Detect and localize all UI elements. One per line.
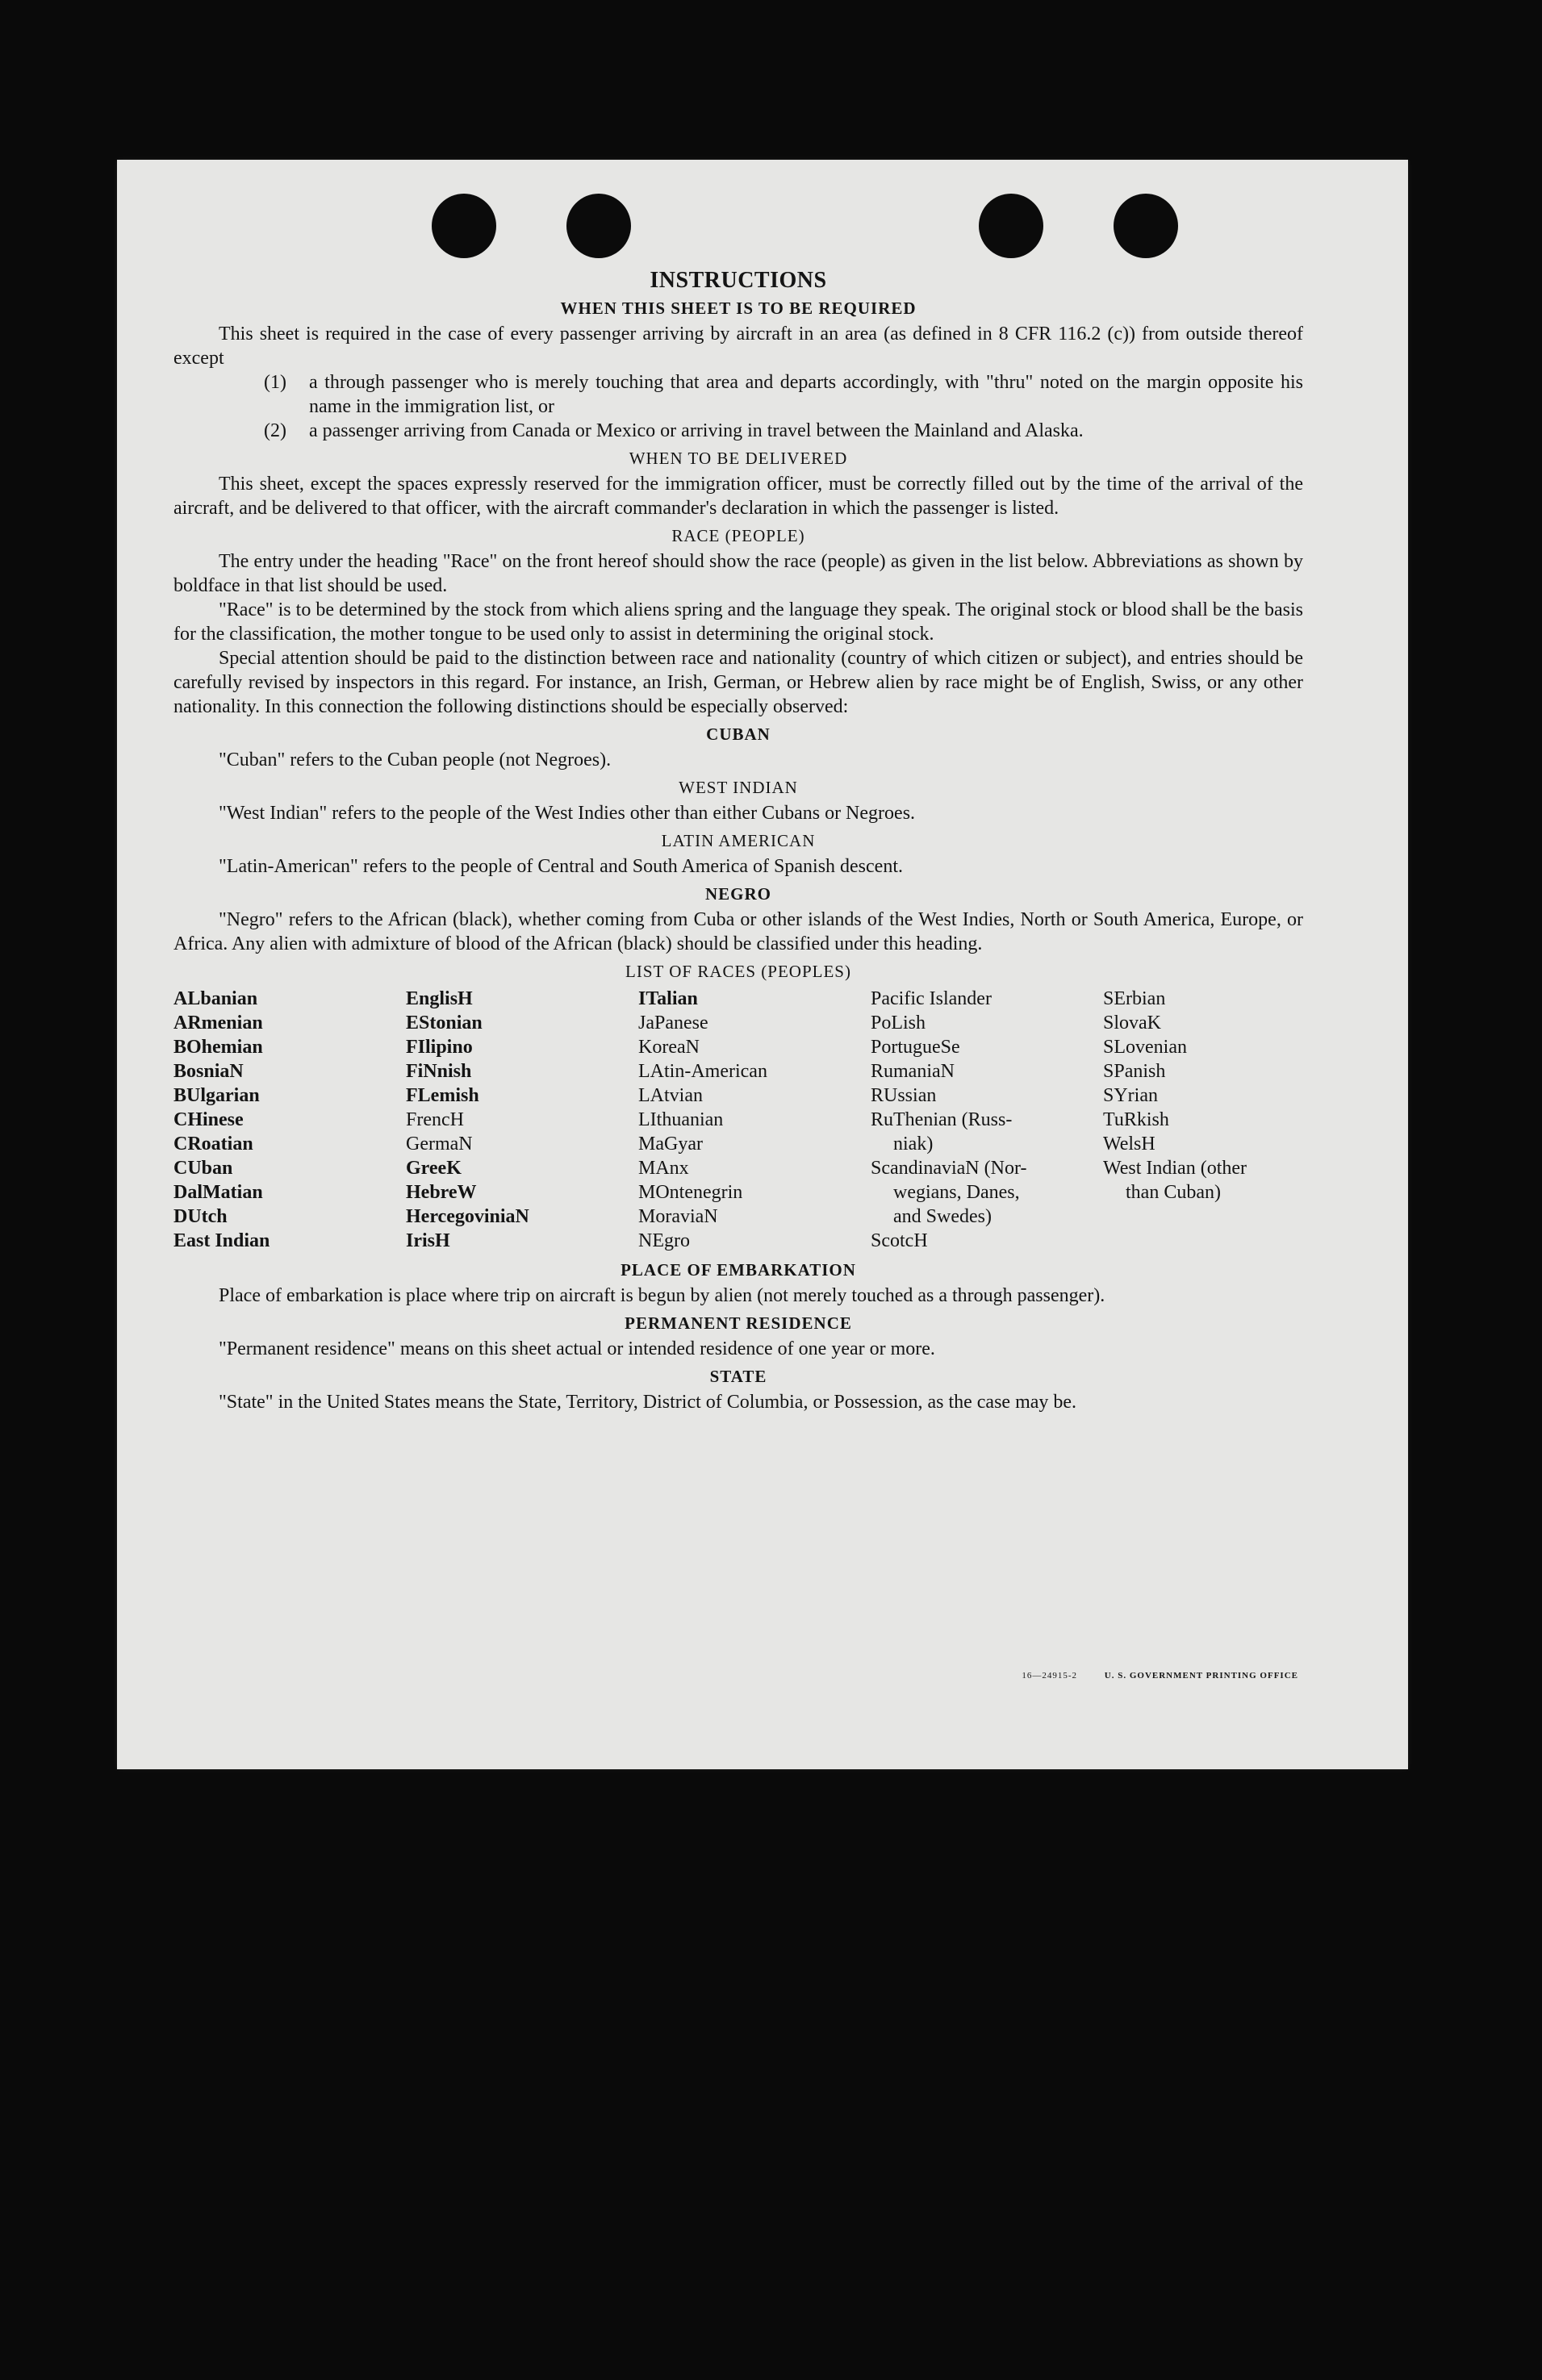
races-column-1 bbox=[173, 987, 406, 1253]
race-entry: BosniaN bbox=[173, 1061, 244, 1082]
race-entry: GreeK bbox=[406, 1158, 462, 1179]
cuban-text: "Cuban" refers to the Cuban people (not Negroes). bbox=[219, 749, 612, 770]
race-entry: TuRkish bbox=[1103, 1109, 1169, 1130]
item-number: (1) bbox=[264, 372, 286, 393]
race-paragraph-2: "Race" is to be determined by the stock from which aliens spring and the language they speak. The original stock or blood shall be the basis for the classification, the mother tongue to be used only to assist in determining the original stock. bbox=[173, 599, 1303, 645]
race-entry: ALbanian bbox=[173, 988, 258, 1009]
section-heading-west-indian: WEST INDIAN bbox=[679, 778, 798, 797]
race-entry: than Cuban) bbox=[1126, 1182, 1221, 1203]
race-entry: SPanish bbox=[1103, 1061, 1166, 1082]
race-entry: SYrian bbox=[1103, 1085, 1158, 1106]
item-number: (2) bbox=[264, 420, 286, 441]
races-column-2 bbox=[406, 987, 638, 1253]
race-entry: DUtch bbox=[173, 1206, 228, 1227]
punch-hole-2 bbox=[566, 194, 631, 258]
race-entry: FLemish bbox=[406, 1085, 479, 1106]
page-title: INSTRUCTIONS bbox=[650, 268, 827, 293]
section-heading-negro: NEGRO bbox=[704, 884, 771, 904]
race-entry: ARmenian bbox=[173, 1013, 263, 1033]
section-heading-race: RACE (PEOPLE) bbox=[671, 526, 805, 545]
instructions-content bbox=[173, 269, 1303, 1414]
race-entry: CUban bbox=[173, 1158, 233, 1179]
race-entry: RumaniaN bbox=[871, 1061, 955, 1082]
section-heading-embarkation: PLACE OF EMBARKATION bbox=[621, 1260, 856, 1280]
race-entry: WelsH bbox=[1103, 1134, 1155, 1155]
race-entry: ScotcH bbox=[871, 1230, 928, 1251]
races-column-3 bbox=[638, 987, 871, 1253]
races-column-5 bbox=[1103, 987, 1335, 1253]
delivered-text: This sheet, except the spaces expressly reserved for the immigration officer, must be correctly filled out by the time of the arrival of the aircraft, and be delivered to that officer, with the aircraft commander's declaration in which the passenger is listed. bbox=[173, 474, 1303, 519]
race-entry: RuThenian (Russ- bbox=[871, 1109, 1013, 1130]
race-entry: MaGyar bbox=[638, 1134, 703, 1155]
race-entry: EnglisH bbox=[406, 988, 473, 1009]
section-heading-delivered: WHEN TO BE DELIVERED bbox=[629, 449, 848, 468]
race-entry: PortugueSe bbox=[871, 1037, 960, 1058]
race-entry: HebreW bbox=[406, 1182, 477, 1203]
section-heading-state: STATE bbox=[709, 1367, 767, 1386]
section-heading-required: WHEN THIS SHEET IS TO BE REQUIRED bbox=[560, 299, 917, 318]
race-entry: CRoatian bbox=[173, 1134, 253, 1155]
race-entry: Pacific Islander bbox=[871, 988, 992, 1009]
section-heading-races-list: LIST OF RACES (PEOPLES) bbox=[625, 962, 851, 981]
section-heading-residence: PERMANENT RESIDENCE bbox=[625, 1313, 852, 1333]
punch-hole-4 bbox=[1114, 194, 1178, 258]
state-text: "State" in the United States means the State, Territory, District of Columbia, or Possession, as the case may be. bbox=[219, 1392, 1077, 1413]
list-item bbox=[264, 419, 1303, 443]
negro-text: "Negro" refers to the African (black), whether coming from Cuba or other islands of the West Indies, North or South America, Europe, or Africa. Any alien with admixture of blood of the African (black) should be classified under this heading. bbox=[173, 909, 1303, 954]
form-number: 16—24915-2 bbox=[1022, 1671, 1078, 1681]
race-entry: JaPanese bbox=[638, 1013, 708, 1033]
races-column-4 bbox=[871, 987, 1103, 1253]
item-text: a passenger arriving from Canada or Mexico or arriving in travel between the Mainland and Alaska. bbox=[309, 420, 1084, 441]
item-text: a through passenger who is merely touching that area and departs accordingly, with "thru" noted on the margin opposite his name in the immigration list, or bbox=[309, 372, 1303, 417]
race-entry: ITalian bbox=[638, 988, 698, 1009]
race-entry: EStonian bbox=[406, 1013, 483, 1033]
residence-text: "Permanent residence" means on this sheet actual or intended residence of one year or more. bbox=[219, 1338, 935, 1359]
race-paragraph-1: The entry under the heading "Race" on the front hereof should show the race (people) as given in the list below. Abbreviations as shown by boldface in that list should be used. bbox=[173, 551, 1303, 596]
race-entry: ScandinaviaN (Nor- bbox=[871, 1158, 1027, 1179]
race-entry: KoreaN bbox=[638, 1037, 700, 1058]
required-text: This sheet is required in the case of every passenger arriving by aircraft in an area (as defined in 8 CFR 116.2 (c)) from outside thereof except bbox=[173, 324, 1303, 369]
races-table bbox=[173, 987, 1303, 1253]
race-entry: West Indian (other bbox=[1103, 1158, 1247, 1179]
race-entry: BOhemian bbox=[173, 1037, 263, 1058]
race-entry: HercegoviniaN bbox=[406, 1206, 529, 1227]
latin-american-text: "Latin-American" refers to the people of Central and South America of Spanish descent. bbox=[219, 856, 903, 877]
printer-name: U. S. GOVERNMENT PRINTING OFFICE bbox=[1104, 1671, 1298, 1681]
race-entry: FIlipino bbox=[406, 1037, 473, 1058]
race-entry: PoLish bbox=[871, 1013, 926, 1033]
race-entry: LAtin-American bbox=[638, 1061, 767, 1082]
document-sheet bbox=[117, 160, 1408, 1769]
list-item bbox=[264, 370, 1303, 419]
race-entry: MOntenegrin bbox=[638, 1182, 743, 1203]
form-footer bbox=[1022, 1671, 1298, 1681]
west-indian-text: "West Indian" refers to the people of the West Indies other than either Cubans or Negroes. bbox=[219, 803, 916, 824]
race-entry: East Indian bbox=[173, 1230, 270, 1251]
race-entry: niak) bbox=[893, 1134, 934, 1155]
race-entry: and Swedes) bbox=[893, 1206, 992, 1227]
race-entry: MAnx bbox=[638, 1158, 689, 1179]
race-entry: MoraviaN bbox=[638, 1206, 718, 1227]
race-entry: LIthuanian bbox=[638, 1109, 724, 1130]
section-heading-cuban: CUBAN bbox=[706, 724, 771, 744]
punch-hole-3 bbox=[979, 194, 1043, 258]
race-entry: DalMatian bbox=[173, 1182, 263, 1203]
race-entry: FrencH bbox=[406, 1109, 464, 1130]
race-entry: BUlgarian bbox=[173, 1085, 260, 1106]
race-entry: FiNnish bbox=[406, 1061, 472, 1082]
embarkation-text: Place of embarkation is place where trip on aircraft is begun by alien (not merely touched as a through passenger). bbox=[219, 1285, 1105, 1306]
race-entry: wegians, Danes, bbox=[893, 1182, 1020, 1203]
race-entry: SlovaK bbox=[1103, 1013, 1161, 1033]
race-entry: LAtvian bbox=[638, 1085, 703, 1106]
punch-hole-1 bbox=[432, 194, 496, 258]
race-paragraph-3: Special attention should be paid to the distinction between race and nationality (country of which citizen or subject), and entries should be carefully revised by inspectors in this regard. For instance, an Irish, German, or Hebrew alien by race might be of English, Swiss, or any other nationality. In this connection the following distinctions should be especially observed: bbox=[173, 648, 1303, 717]
race-entry: CHinese bbox=[173, 1109, 244, 1130]
race-entry: SLovenian bbox=[1103, 1037, 1187, 1058]
race-entry: GermaN bbox=[406, 1134, 473, 1155]
race-entry: SErbian bbox=[1103, 988, 1166, 1009]
race-entry: RUssian bbox=[871, 1085, 937, 1106]
race-entry: IrisH bbox=[406, 1230, 450, 1251]
section-heading-latin-american: LATIN AMERICAN bbox=[661, 831, 816, 850]
race-entry: NEgro bbox=[638, 1230, 690, 1251]
